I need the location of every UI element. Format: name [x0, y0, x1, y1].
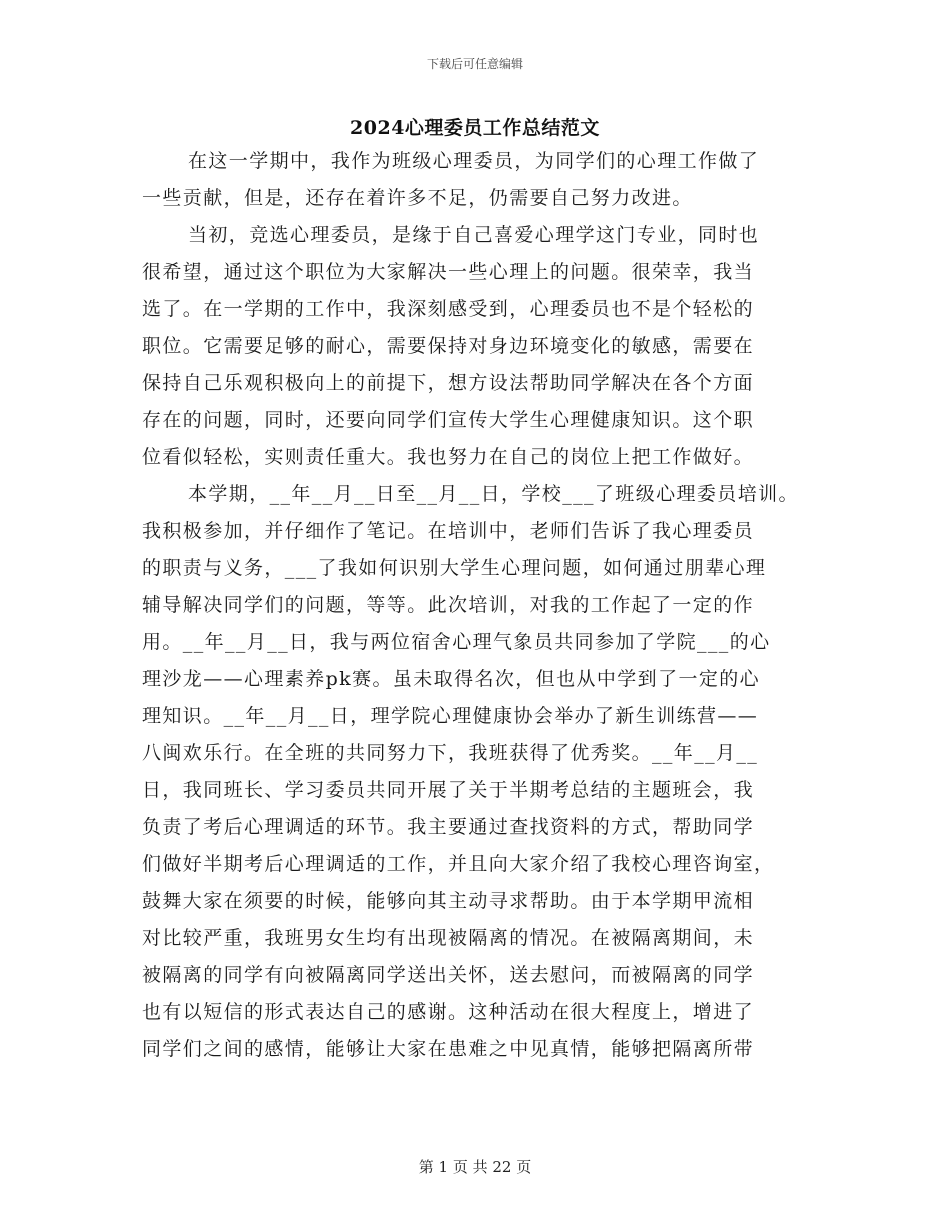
paragraph-3-line-4: 辅导解决同学们的问题，等等。此次培训，对我的工作起了一定的作	[142, 594, 755, 616]
paragraph-3-line-8: 八闽欢乐行。在全班的共同努力下，我班获得了优秀奖。__年__月__	[142, 742, 759, 764]
paragraph-1-line-1: 在这一学期中，我作为班级心理委员，为同学们的心理工作做了	[188, 150, 760, 172]
document-title: 2024心理委员工作总结范文	[350, 117, 600, 139]
paragraph-2-line-1: 当初，竞选心理委员，是缘于自己喜爱心理学这门专业，同时也	[188, 224, 760, 246]
paragraph-3-line-16: 同学们之间的感情，能够让大家在患难之中见真情，能够把隔离所带	[142, 1038, 755, 1060]
paragraph-3-line-10: 负责了考后心理调适的环节。我主要通过查找资料的方式，帮助同学	[142, 816, 755, 838]
paragraph-1-line-2: 一些贡献，但是，还存在着许多不足，仍需要自己努力改进。	[142, 187, 693, 209]
paragraph-3-line-11: 们做好半期考后心理调适的工作，并且向大家介绍了我校心理咨询室，	[142, 853, 775, 875]
paragraph-3-line-14: 被隔离的同学有向被隔离同学送出关怀，送去慰问，而被隔离的同学	[142, 964, 755, 986]
paragraph-3-line-15: 也有以短信的形式表达自己的感谢。这种活动在很大程度上，增进了	[142, 1001, 755, 1023]
paragraph-2-line-3: 选了。在一学期的工作中，我深刻感受到，心理委员也不是个轻松的	[142, 298, 755, 320]
paragraph-3-line-13: 对比较严重，我班男女生均有出现被隔离的情况。在被隔离期间，未	[142, 927, 755, 949]
document-body	[142, 143, 812, 1068]
paragraph-2-line-6: 存在的问题，同时，还要向同学们宣传大学生心理健康知识。这个职	[142, 409, 755, 431]
paragraph-3-line-1: 本学期，__年__月__日至__月__日，学校___了班级心理委员培训。	[188, 483, 799, 505]
paragraph-3-line-6: 理沙龙——心理素养pk赛。虽未取得名次，但也从中学到了一定的心	[142, 668, 761, 690]
paragraph-2-line-2: 很希望，通过这个职位为大家解决一些心理上的问题。很荣幸，我当	[142, 261, 755, 283]
paragraph-3-line-9: 日，我同班长、学习委员共同开展了关于半期考总结的主题班会，我	[142, 779, 755, 801]
paragraph-3-line-12: 鼓舞大家在须要的时候，能够向其主动寻求帮助。由于本学期甲流相	[142, 890, 755, 912]
page-number-footer: 第 1 页 共 22 页	[418, 1158, 532, 1176]
paragraph-3-line-3: 的职责与义务，___了我如何识别大学生心理问题，如何通过朋辈心理	[142, 557, 767, 579]
paragraph-3-line-5: 用。__年__月__日，我与两位宿舍心理气象员共同参加了学院___的心	[142, 631, 771, 653]
paragraph-3-line-7: 理知识。__年__月__日，理学院心理健康协会举办了新生训练营——	[142, 705, 759, 727]
paragraph-2-line-5: 保持自己乐观积极向上的前提下，想方设法帮助同学解决在各个方面	[142, 372, 755, 394]
paragraph-2-line-7: 位看似轻松，实则责任重大。我也努力在自己的岗位上把工作做好。	[142, 446, 755, 468]
page-header-note: 下载后可任意编辑	[426, 57, 523, 71]
paragraph-2-line-4: 职位。它需要足够的耐心，需要保持对身边环境变化的敏感，需要在	[142, 335, 755, 357]
paragraph-3-line-2: 我积极参加，并仔细作了笔记。在培训中，老师们告诉了我心理委员	[142, 520, 755, 542]
